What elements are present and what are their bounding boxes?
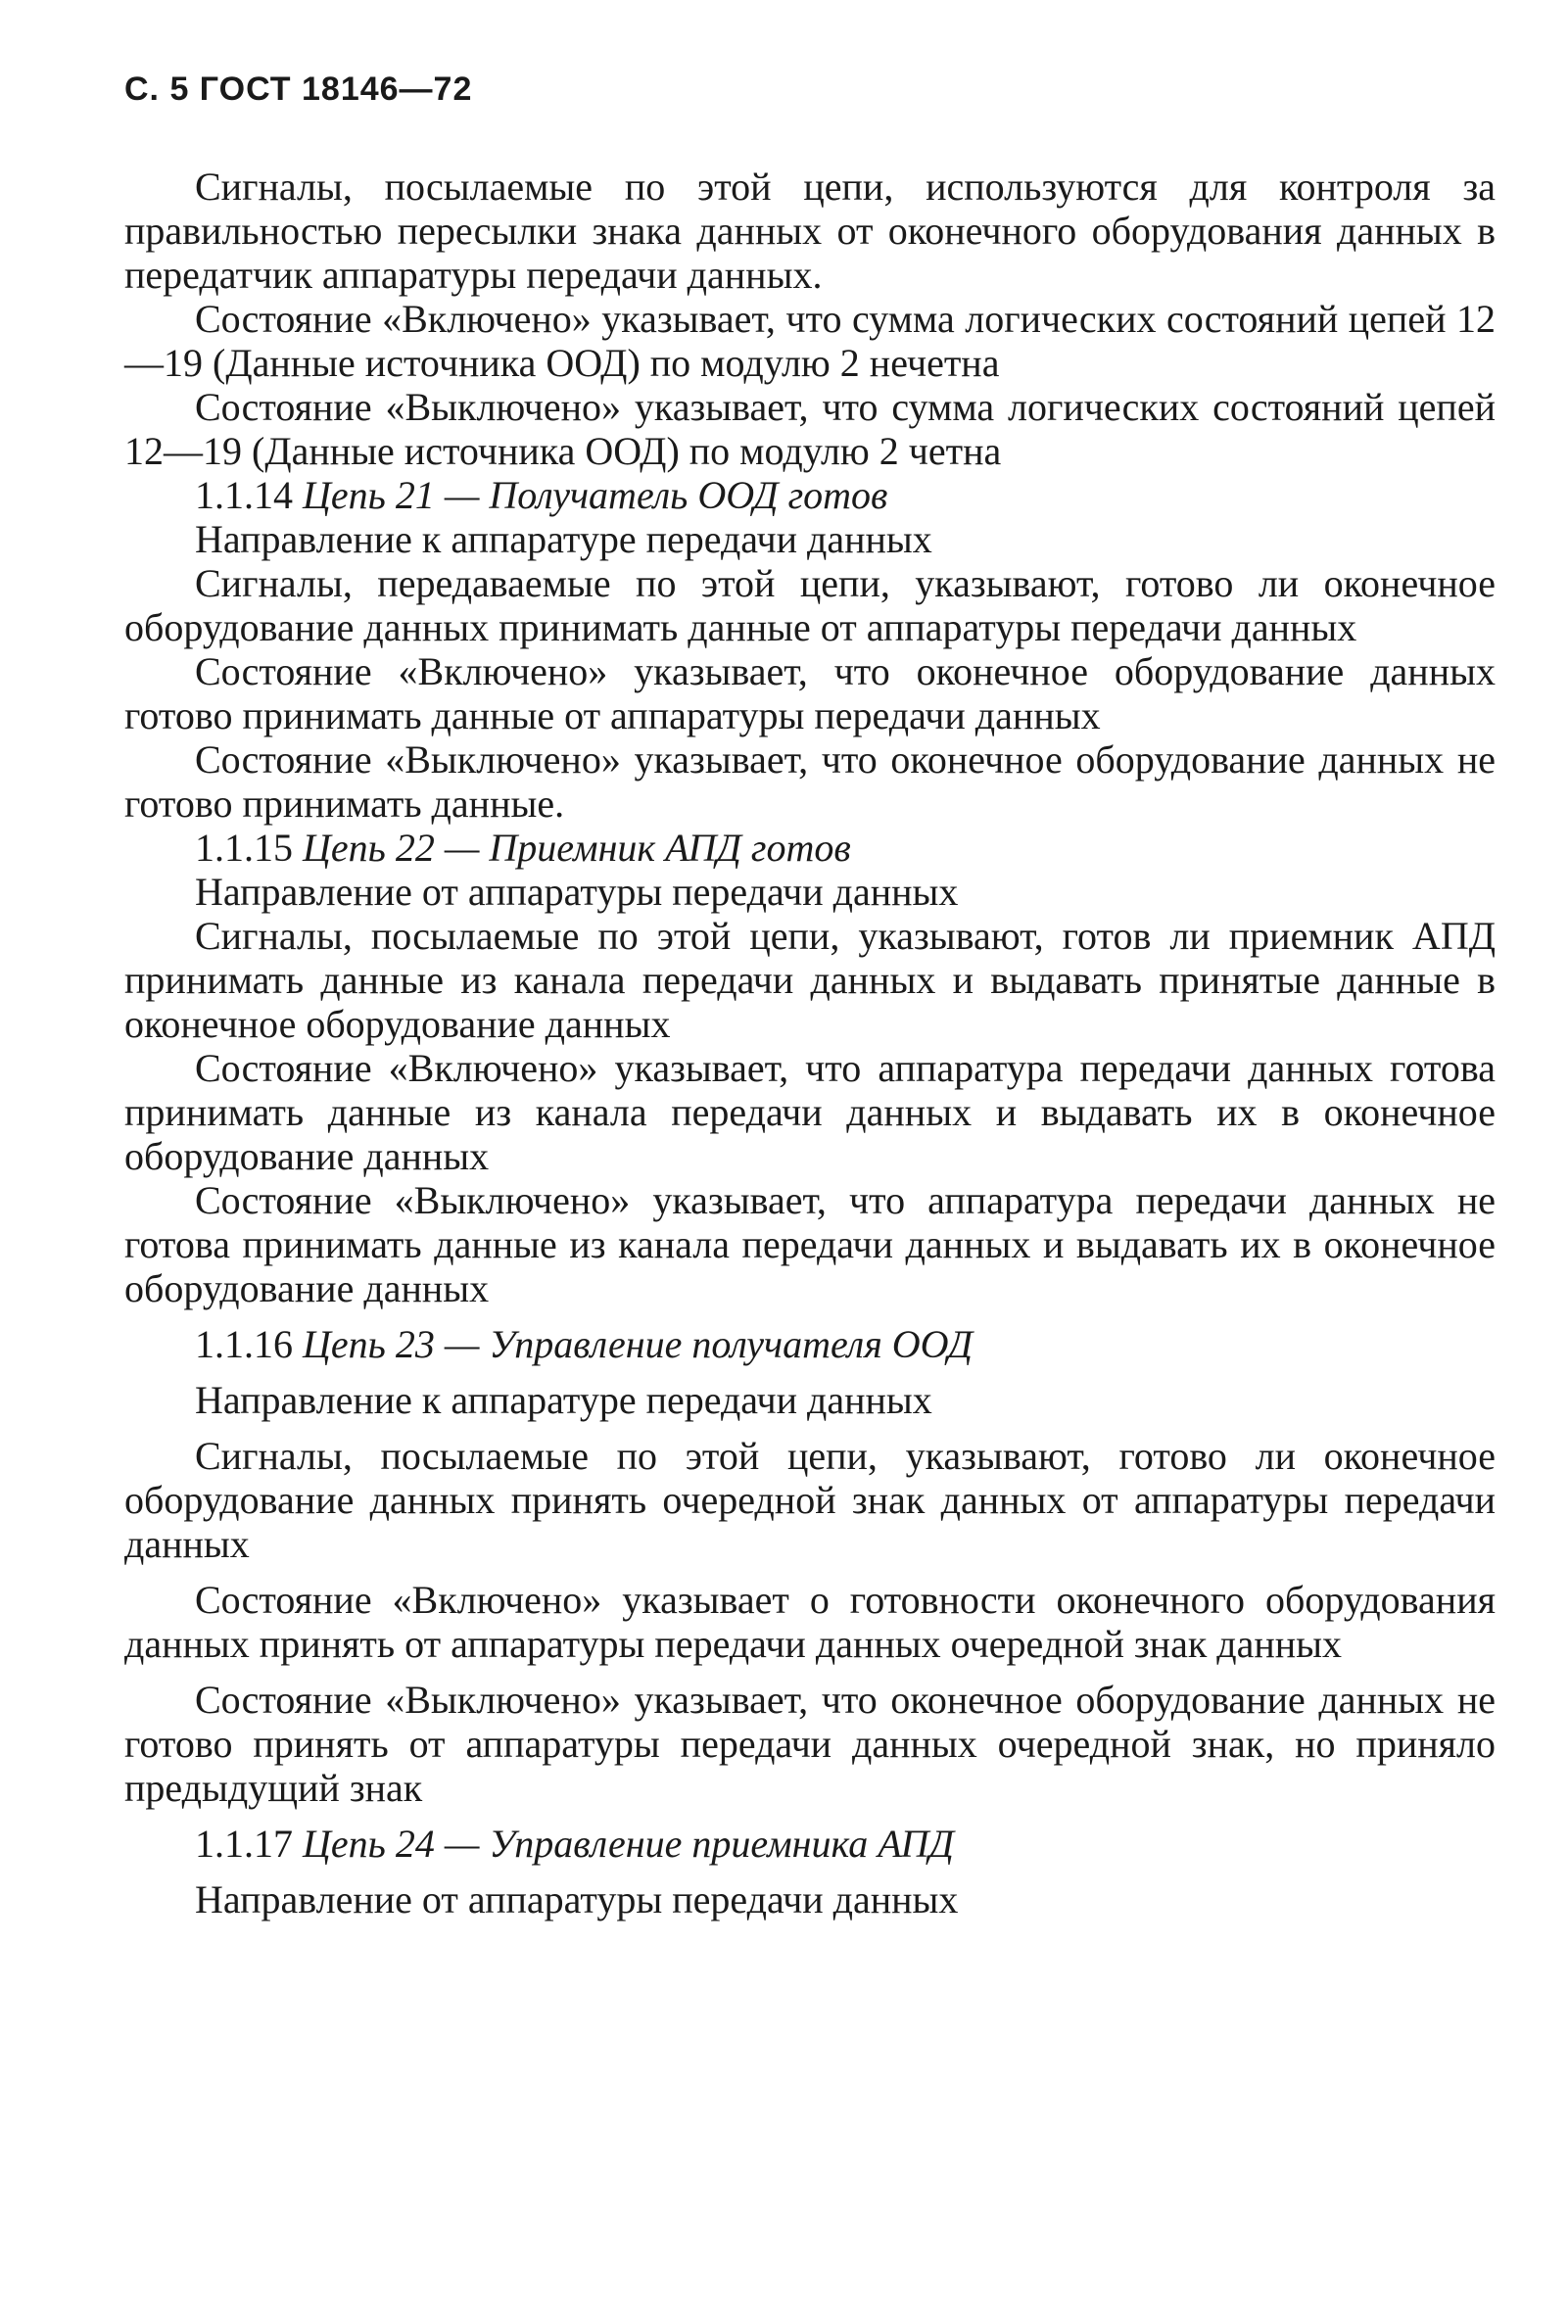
direction-line: Направление к аппаратуре передачи данных <box>195 1378 932 1422</box>
section-heading <box>124 473 1496 517</box>
paragraph: Состояние «Выключено» указывает, что сумма логических состояний цепей 12—19 (Данные источника ООД) по модулю 2 четна <box>124 385 1496 473</box>
paragraph: Сигналы, посылаемые по этой цепи, указывают, готово ли оконечное оборудование данных принять очередной знак данных от аппаратуры передачи данных <box>124 1434 1496 1566</box>
section-title: Цепь 24 — Управление приемника АПД <box>303 1822 954 1866</box>
direction-line: Направление от аппаратуры передачи данных <box>195 1877 959 1921</box>
paragraph: Состояние «Включено» указывает, что сумма логических состояний цепей 12—19 (Данные источника ООД) по модулю 2 нечетна <box>124 297 1496 385</box>
paragraph: Состояние «Включено» указывает, что аппаратура передачи данных готова принимать данные из канала передачи данных и выдавать их в оконечное оборудование данных <box>124 1046 1496 1178</box>
paragraph: Состояние «Выключено» указывает, что оконечное оборудование данных не готово принимать данные. <box>124 737 1496 826</box>
paragraph: Состояние «Выключено» указывает, что аппаратура передачи данных не готова принимать данные из канала передачи данных и выдавать их в оконечное оборудование данных <box>124 1178 1496 1310</box>
section-title: Цепь 22 — Приемник АПД готов <box>303 826 851 870</box>
section-title: Цепь 23 — Управление получателя ООД <box>303 1322 974 1366</box>
section-title: Цепь 21 — Получатель ООД готов <box>303 473 888 517</box>
document-body <box>124 165 1496 1921</box>
paragraph: Состояние «Выключено» указывает, что оконечное оборудование данных не готово принять от аппаратуры передачи данных очередной знак, но приняло предыдущий знак <box>124 1678 1496 1810</box>
section-heading <box>124 1322 1496 1366</box>
paragraph: Сигналы, посылаемые по этой цепи, указывают, готов ли приемник АПД принимать данные из канала передачи данных и выдавать принятые данные в оконечное оборудование данных <box>124 914 1496 1046</box>
section-number: 1.1.15 <box>195 826 293 870</box>
section-number: 1.1.16 <box>195 1322 293 1366</box>
section-number: 1.1.17 <box>195 1822 293 1866</box>
paragraph: Состояние «Включено» указывает о готовности оконечного оборудования данных принять от аппаратуры передачи данных очередной знак данных <box>124 1578 1496 1666</box>
paragraph: Состояние «Включено» указывает, что оконечное оборудование данных готово принимать данные от аппаратуры передачи данных <box>124 649 1496 737</box>
direction-line: Направление к аппаратуре передачи данных <box>195 517 932 561</box>
direction-line: Направление от аппаратуры передачи данных <box>195 870 959 914</box>
section-number: 1.1.14 <box>195 473 293 517</box>
paragraph: Сигналы, посылаемые по этой цепи, используются для контроля за правильностью пересылки знака данных от оконечного оборудования данных в передатчик аппаратуры передачи данных. <box>124 165 1496 297</box>
paragraph: Сигналы, передаваемые по этой цепи, указывают, готово ли оконечное оборудование данных принимать данные от аппаратуры передачи данных <box>124 561 1496 649</box>
section-heading <box>124 1822 1496 1866</box>
section-heading <box>124 826 1496 870</box>
page-header: С. 5 ГОСТ 18146—72 <box>124 71 473 108</box>
